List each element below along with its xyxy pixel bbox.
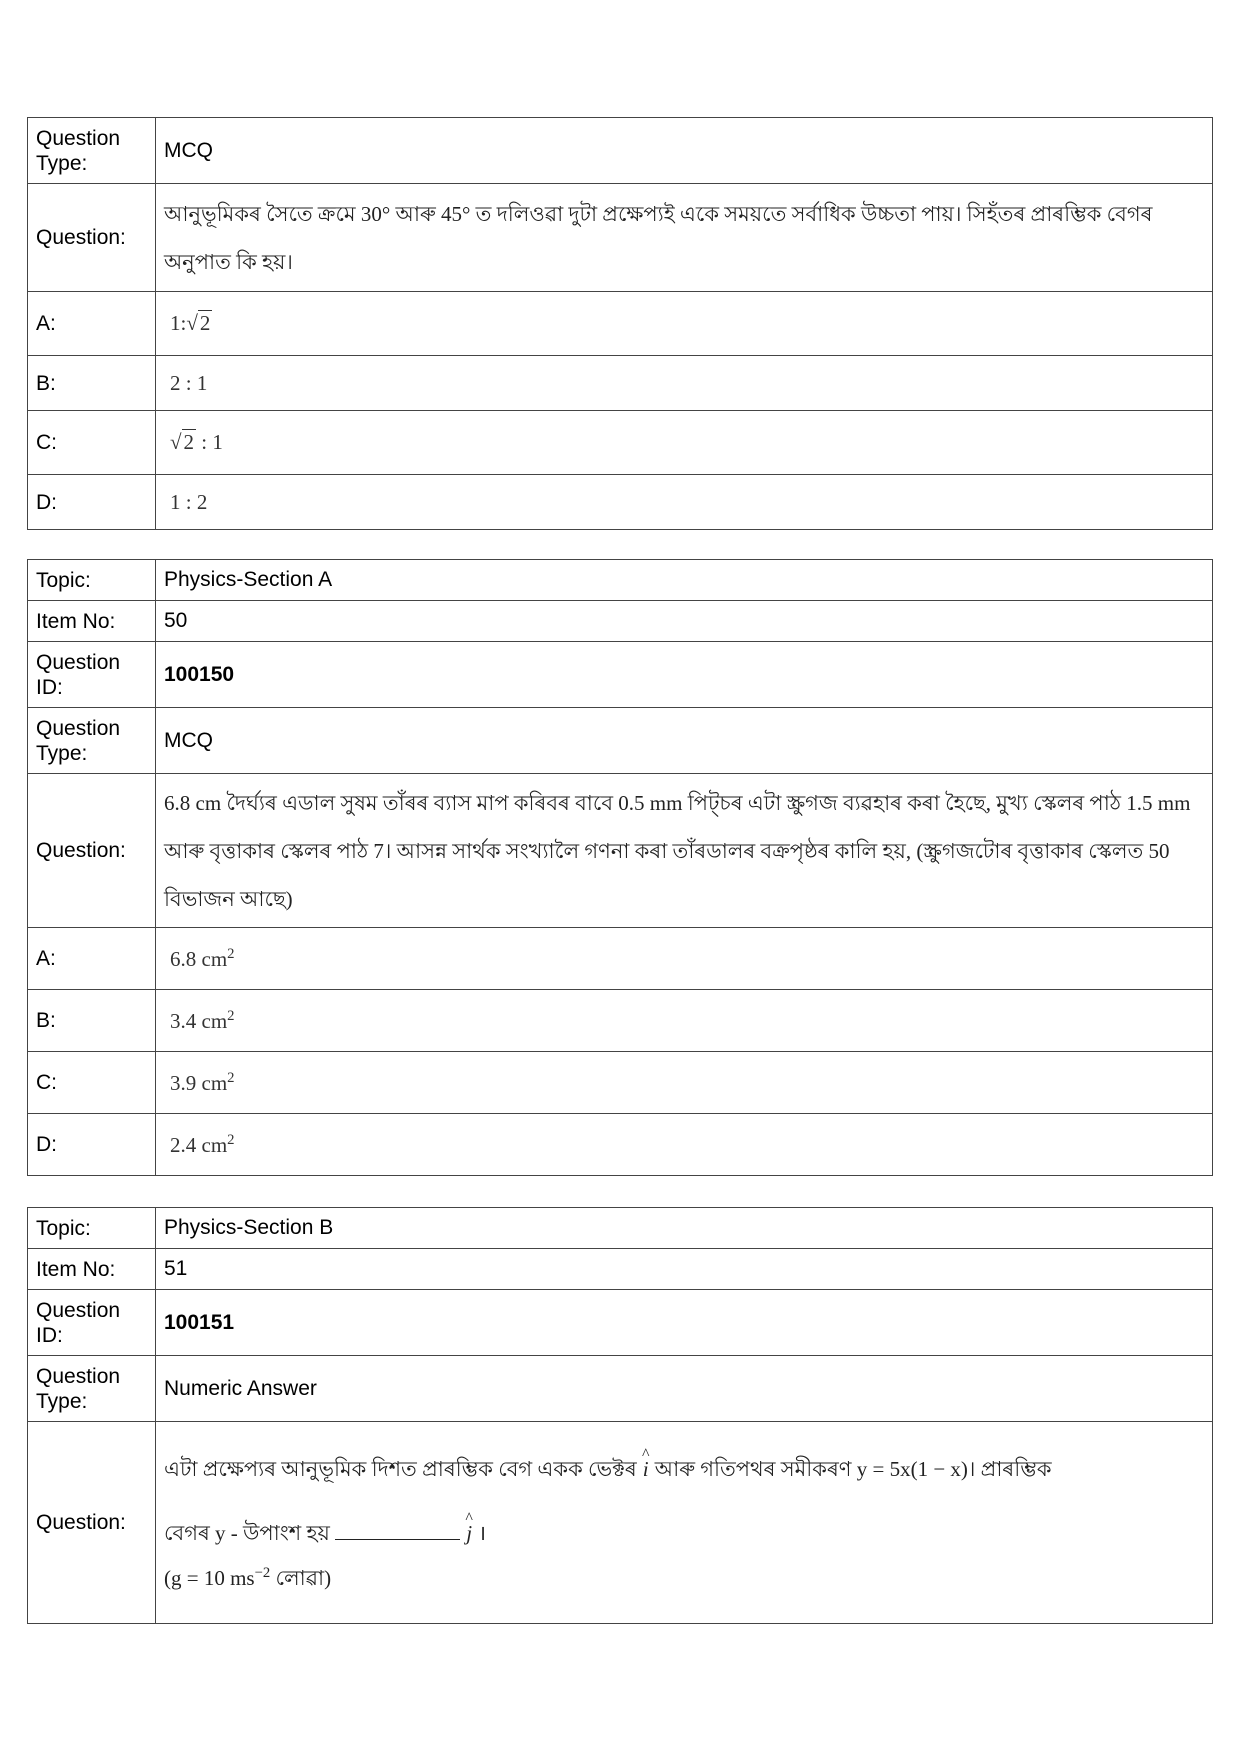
question-type-label: Question Type:	[28, 1356, 156, 1422]
option-b-label: B:	[28, 990, 156, 1052]
item-no-value: 50	[156, 601, 1213, 642]
question-id-value: 100151	[156, 1290, 1213, 1356]
unit-vector-j-symbol: j	[466, 1521, 473, 1545]
topic-value: Physics-Section A	[156, 560, 1213, 601]
question-id-value: 100150	[156, 642, 1213, 708]
unit-vector-i-symbol: i	[642, 1457, 649, 1481]
option-a-label: A:	[28, 292, 156, 356]
option-c-value	[156, 411, 1213, 475]
question-type-value: Numeric Answer	[156, 1356, 1213, 1422]
item-no-value: 51	[156, 1249, 1213, 1290]
option-a-radicand: 2	[199, 311, 211, 335]
option-a-label: A:	[28, 928, 156, 990]
question-line-3-part-a: (g = 10 ms	[164, 1566, 255, 1590]
option-c-text: 3.9 cm	[170, 1070, 228, 1095]
question-block-1	[27, 117, 1213, 530]
option-c-radicand: 2	[183, 430, 195, 454]
option-b-value: 2 : 1	[156, 356, 1213, 411]
question-line-3-part-b: লোৱা)	[270, 1566, 332, 1590]
item-no-label: Item No:	[28, 601, 156, 642]
unit-vector-i: ^ i	[641, 1446, 650, 1481]
option-b-exponent: 2	[227, 1007, 235, 1024]
question-line-2-part-a: বেগৰ y - উপাংশ হয়	[164, 1521, 330, 1545]
option-d-label: D:	[28, 1114, 156, 1176]
option-b-label: B:	[28, 356, 156, 411]
sqrt-symbol: √2	[186, 311, 211, 335]
question-text	[156, 1422, 1213, 1624]
option-c-label: C:	[28, 411, 156, 475]
option-d-value	[156, 1114, 1213, 1176]
question-line-1-part-b: আৰু গতিপথৰ সমীকৰণ y = 5x(1 − x)। প্ৰাৰম্ভিক	[654, 1457, 1052, 1481]
question-type-value: MCQ	[156, 708, 1213, 774]
question-type-label: Question Type:	[28, 708, 156, 774]
option-c-label: C:	[28, 1052, 156, 1114]
question-type-value: MCQ	[156, 118, 1213, 184]
topic-label: Topic:	[28, 1208, 156, 1249]
option-a-value	[156, 292, 1213, 356]
option-a-value	[156, 928, 1213, 990]
question-line-2-part-b: ।	[478, 1521, 487, 1545]
question-line-3-exponent: −2	[254, 1565, 271, 1581]
question-label: Question:	[28, 1422, 156, 1624]
option-c-value	[156, 1052, 1213, 1114]
question-line-1	[164, 1447, 1204, 1489]
topic-label: Topic:	[28, 560, 156, 601]
question-block-3	[27, 1207, 1213, 1624]
question-id-label: Question ID:	[28, 1290, 156, 1356]
option-b-text: 3.4 cm	[170, 1008, 228, 1033]
item-no-label: Item No:	[28, 1249, 156, 1290]
option-d-exponent: 2	[227, 1131, 235, 1148]
question-line-2	[164, 1511, 1204, 1553]
question-block-2	[27, 559, 1213, 1176]
option-d-value: 1 : 2	[156, 475, 1213, 530]
topic-value: Physics-Section B	[156, 1208, 1213, 1249]
sqrt-symbol: √2	[170, 430, 195, 454]
option-a-text: 6.8 cm	[170, 946, 228, 971]
question-text: 6.8 cm দৈৰ্ঘ্যৰ এডাল সুষম তাঁৰৰ ব্যাস মাপ কৰিবৰ বাবে 0.5 mm পিট্‌চৰ এটা স্ক্ৰুগজ ব্যৱহাৰ কৰা হৈছে, মুখ্য স্কেলৰ পাঠ 1.5 mm আৰু বৃত্তাকাৰ স্কেলৰ পাঠ 7। আসন্ন সাৰ্থক সংখ্যালৈ গণনা কৰা তাঁৰডালৰ বক্ৰপৃষ্ঠৰ কালি হয়, (স্ক্ৰুগজটোৰ বৃত্তাকাৰ স্কেলত 50 বিভাজন আছে)	[156, 774, 1213, 928]
option-b-value	[156, 990, 1213, 1052]
option-a-exponent: 2	[227, 945, 235, 962]
unit-vector-j: ^ j	[465, 1510, 473, 1545]
question-text: আনুভূমিকৰ সৈতে ক্ৰমে 30° আৰু 45° ত দলিওৱা দুটা প্ৰক্ষেপ্যই একে সময়তে সৰ্বাধিক উচ্চতা পায়। সিহঁতৰ প্ৰাৰম্ভিক বেগৰ অনুপাত কি হয়।	[156, 184, 1213, 292]
option-a-text: 1:	[170, 311, 187, 335]
option-c-exponent: 2	[227, 1069, 235, 1086]
option-c-suffix: : 1	[196, 430, 223, 454]
answer-blank	[335, 1517, 460, 1540]
question-label: Question:	[28, 184, 156, 292]
option-d-text: 2.4 cm	[170, 1132, 228, 1157]
option-d-label: D:	[28, 475, 156, 530]
question-id-label: Question ID:	[28, 642, 156, 708]
question-line-1-part-a: এটা প্ৰক্ষেপ্যৰ আনুভূমিক দিশত প্ৰাৰম্ভিক বেগ একক ভেক্টৰ	[164, 1457, 637, 1481]
question-label: Question:	[28, 774, 156, 928]
question-type-label: Question Type:	[28, 118, 156, 184]
question-line-3	[164, 1553, 1204, 1598]
